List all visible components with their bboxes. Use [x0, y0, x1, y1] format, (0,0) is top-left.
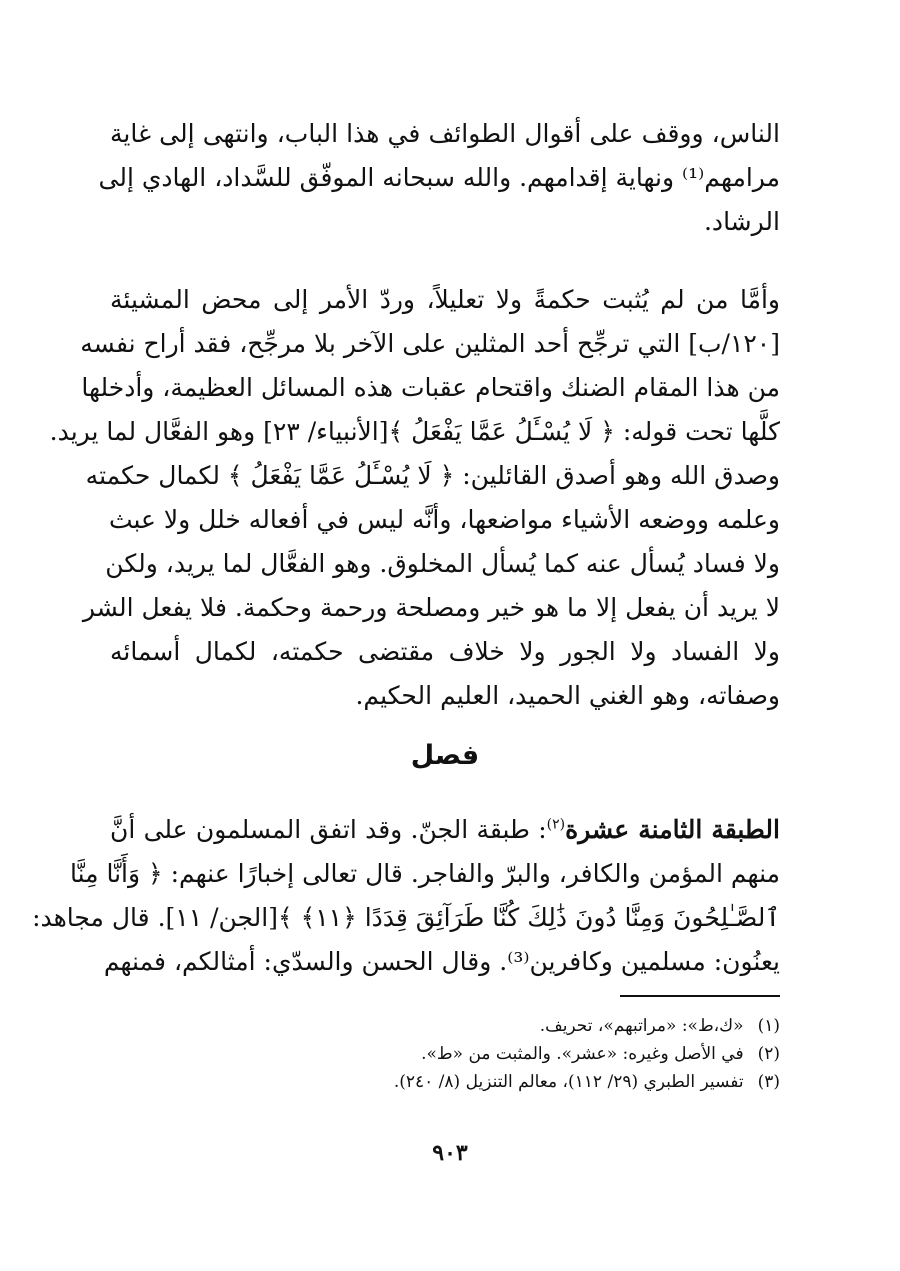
- paragraph-gap: [110, 244, 780, 278]
- text-line: [110, 808, 780, 852]
- footnote-number: (١): [757, 1016, 780, 1036]
- text-line: الناس، ووقف على أقوال الطوائف في هذا الباب، وانتهى إلى غاية: [110, 119, 780, 148]
- footnote-text: تفسير الطبري (٢٩/ ١١٢)، معالم التنزيل (٨/ ٢٤٠).: [393, 1072, 744, 1092]
- footnote-text: «ك،ط»: «مراتبهم»، تحريف.: [539, 1016, 744, 1036]
- footnote-number: (٣): [757, 1072, 780, 1092]
- paragraph-1: [98, 112, 780, 244]
- text-line: مرامهم⁽¹⁾ ونهاية إقدامهم. والله سبحانه الموفّق للسَّداد، الهادي إلى: [98, 163, 780, 192]
- paragraph-2: [49, 278, 780, 718]
- footnote-ref: (٢): [546, 816, 566, 833]
- text-line: الرشاد.: [703, 207, 780, 236]
- footnotes: [220, 1012, 780, 1096]
- text-line: يعنُون: مسلمين وكافرين⁽³⁾. وقال الحسن والسدّي: أمثالكم، فمنهم: [103, 947, 780, 976]
- page-number: ٩٠٣: [432, 1140, 468, 1166]
- text-line: من هذا المقام الضنك واقتحام عقبات هذه المسائل العظيمة، وأدخلها: [81, 373, 780, 402]
- text-line: ٱلصَّـٰلِحُونَ وَمِنَّا دُونَ ذَٰلِكَ كُنَّا طَرَآئِقَ قِدَدًا ﴿١١﴾ ﴾[الجن/ ١١]. قال مجاهد:: [32, 903, 780, 932]
- text-line: [١٢٠/ب] التي ترجِّح أحد المثلين على الآخر بلا مرجِّح، فقد أراح نفسه: [80, 329, 780, 358]
- paragraph-3: [32, 808, 780, 984]
- footnote-number: (٢): [757, 1044, 780, 1064]
- text-line: وصدق الله وهو أصدق القائلين: ﴿ لَا يُسْـَٔلُ عَمَّا يَفْعَلُ ﴾ لكمال حكمته: [85, 461, 780, 490]
- footnote-text: في الأصل وغيره: «عشر». والمثبت من «ط».: [421, 1044, 744, 1064]
- text-line: وعلمه ووضعه الأشياء مواضعها، وأنَّه ليس في أفعاله خلل ولا عبث: [108, 505, 780, 534]
- section-title: الطبقة الثامنة عشرة: [565, 815, 780, 844]
- text-line: وأمَّا من لم يُثبت حكمةً ولا تعليلاً، وردّ الأمر إلى محض المشيئة: [110, 285, 780, 314]
- text-line: منهم المؤمن والكافر، والبرّ والفاجر. قال تعالى إخبارًا عنهم: ﴿ وَأَنَّا مِنَّا: [69, 859, 780, 888]
- text-line: ولا فساد يُسأل عنه كما يُسأل المخلوق. وهو الفعَّال لما يريد، ولكن: [105, 549, 780, 578]
- footnote-separator: [620, 995, 780, 997]
- text-line: وصفاته، وهو الغني الحميد، العليم الحكيم.: [355, 681, 780, 710]
- section-heading: فصل: [410, 740, 480, 771]
- footnote: [220, 1068, 780, 1096]
- page-body: [32, 112, 780, 984]
- text-line: لا يريد أن يفعل إلا ما هو خير ومصلحة ورحمة وحكمة. فلا يفعل الشر: [82, 593, 780, 622]
- footnote: [220, 1012, 780, 1040]
- text-line: كلَّها تحت قوله: ﴿ لَا يُسْـَٔلُ عَمَّا يَفْعَلُ ﴾[الأنبياء/ ٢٣] وهو الفعَّال لما يريد.: [49, 417, 780, 446]
- text-line: ولا الفساد ولا الجور ولا خلاف مقتضى حكمته، لكمال أسمائه: [110, 637, 780, 666]
- footnote: [220, 1040, 780, 1068]
- text-span: : طبقة الجنّ. وقد اتفق المسلمون على أنَّ: [110, 815, 547, 844]
